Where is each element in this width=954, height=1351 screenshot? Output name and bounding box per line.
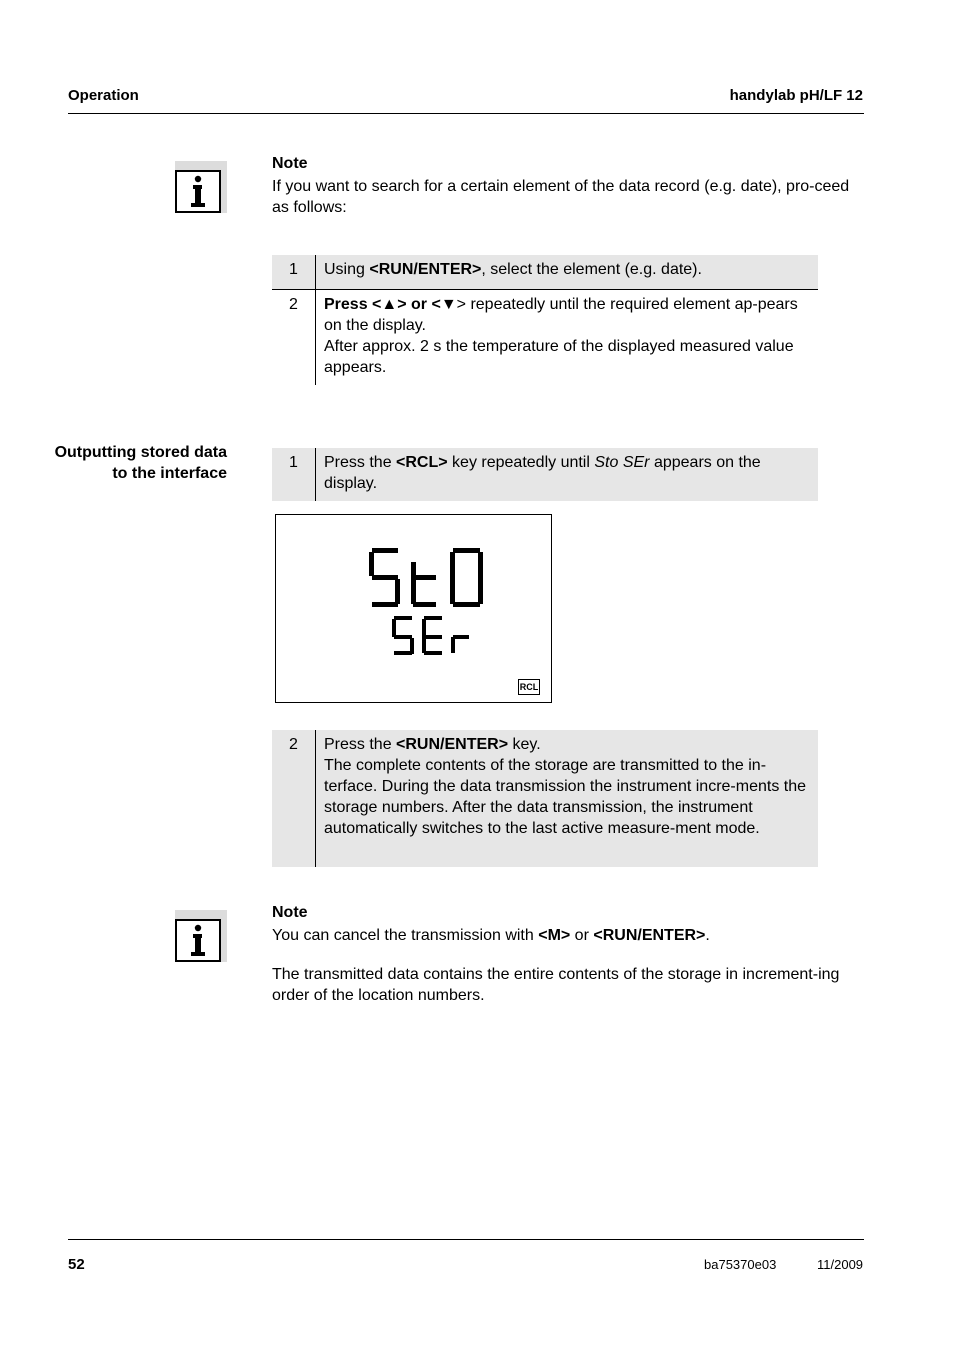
table-row: [272, 255, 818, 290]
note-text: You can cancel the transmission with <M> or <RUN/ENTER>.: [272, 927, 710, 944]
step-text: Press <▲> or <▼> repeatedly until the required element ap-pears on the display. After approx. 2 s the temperature of the displayed measured value appears.: [324, 296, 798, 376]
steps-table-search: [272, 255, 818, 385]
table-row: [272, 730, 818, 867]
footer-rule: [68, 1239, 864, 1240]
running-header-product: handylab pH/LF 12: [729, 87, 863, 104]
step-text: Using <RUN/ENTER>, select the element (e.g. date).: [324, 261, 702, 278]
table-row: [272, 448, 818, 501]
down-arrow-icon: ▼: [440, 296, 457, 313]
note-title: Note: [272, 155, 308, 172]
note-text: If you want to search for a certain element of the data record (e.g. date), pro-ceed as follows:: [272, 178, 850, 216]
rcl-indicator: RCL: [518, 679, 540, 695]
page-number: 52: [68, 1256, 85, 1273]
document-id: ba75370e03: [704, 1257, 777, 1272]
step-number: 2: [272, 290, 316, 385]
step-text: Press the <RCL> key repeatedly until Sto SEr appears on the display.: [324, 454, 761, 492]
step-number: 2: [272, 730, 316, 867]
step-text: Press the <RUN/ENTER> key. The complete contents of the storage are transmitted to the in-terface. During the data transmission the instrument incre-ments the storage numbers. After the data transmission, the instrument automatically switches to the last active measure-ment mode.: [324, 736, 806, 837]
document-date: 11/2009: [817, 1257, 864, 1272]
info-icon: [175, 910, 227, 962]
header-rule: [68, 113, 864, 114]
up-arrow-icon: ▲: [381, 296, 398, 313]
lcd-display: [275, 514, 552, 703]
lcd-segments: [276, 515, 553, 704]
running-header-section: Operation: [68, 87, 139, 104]
table-row: [272, 290, 818, 385]
note-title: Note: [272, 904, 308, 921]
side-heading: Outputting stored data to the interface: [54, 444, 227, 482]
info-icon: [175, 161, 227, 213]
note-text-2: The transmitted data contains the entire contents of the storage in increment-ing order of the location numbers.: [272, 966, 840, 1004]
step-number: 1: [272, 255, 316, 289]
steps-table-output-step1: [272, 448, 818, 501]
steps-table-output-step2: [272, 730, 818, 867]
step-number: 1: [272, 448, 316, 501]
